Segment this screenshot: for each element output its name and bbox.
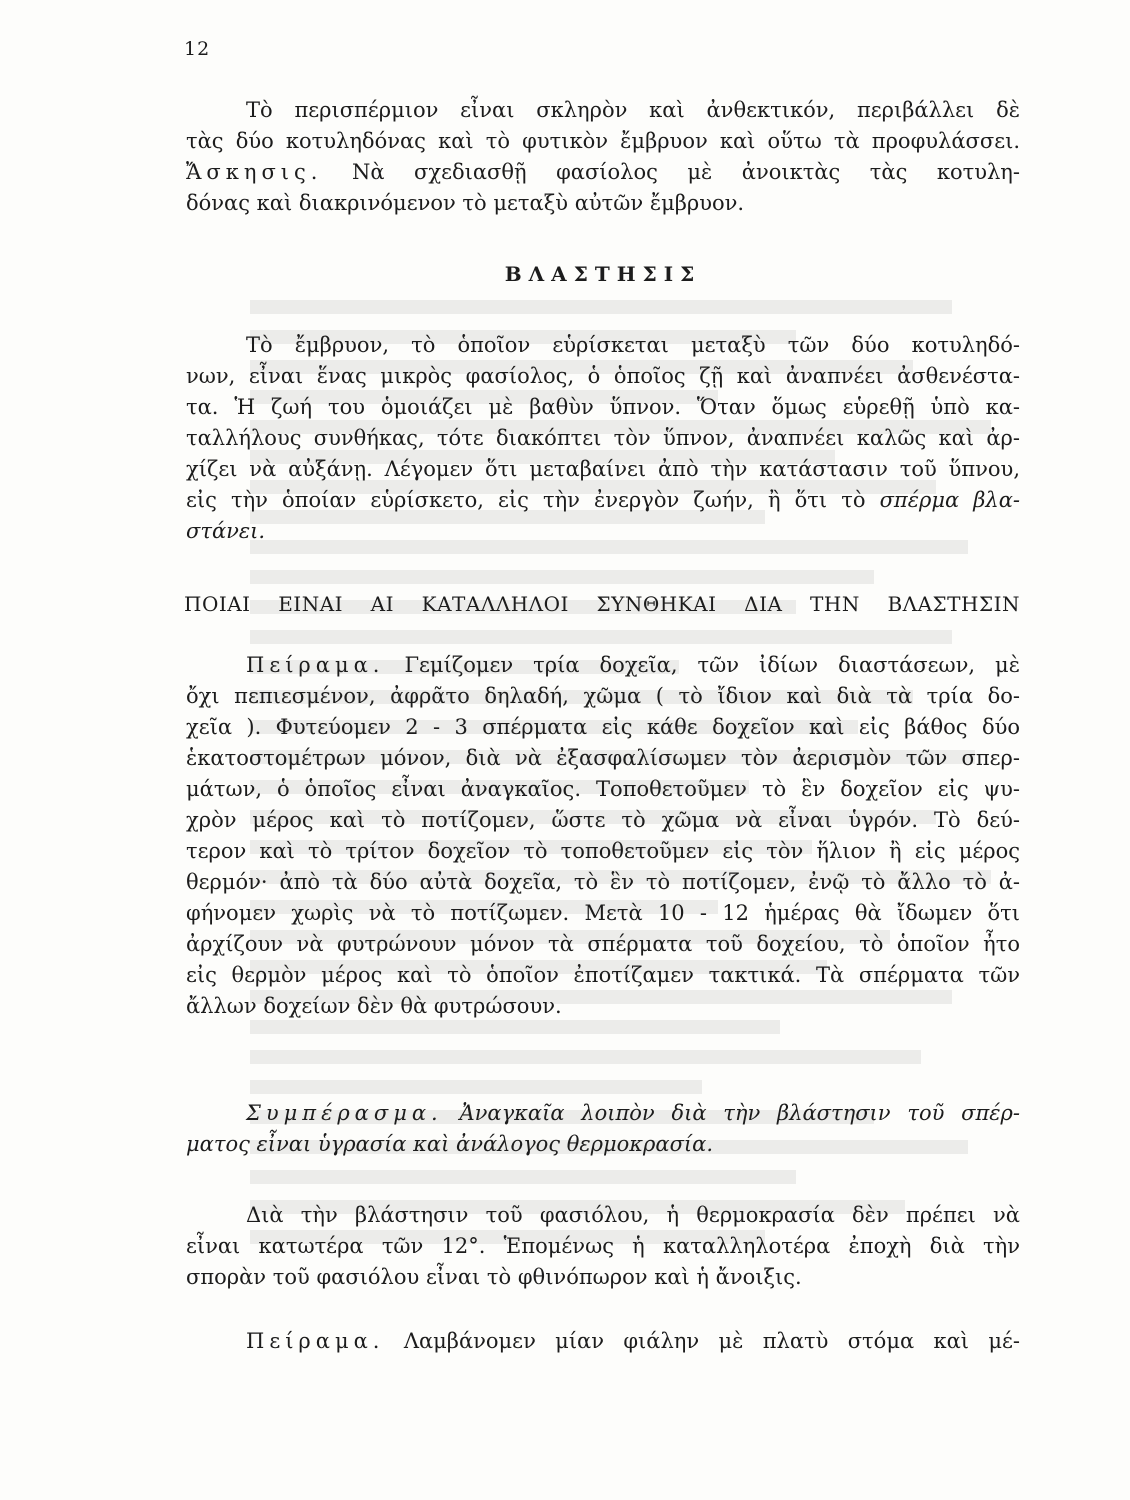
experiment-line — [186, 650, 1020, 681]
paragraph-line: χίζει νὰ αὐξάνῃ. Λέγομεν ὅτι μεταβαίνει ἀπὸ τὴν κατάστασιν τοῦ ὕπνου, — [186, 457, 1020, 481]
paragraph-line: ταλλήλους συνθήκας, τότε διακόπτει τὸν ὕπνον, ἀναπνέει καλῶς καὶ ἀρ- — [186, 426, 1020, 450]
paragraph-line: στάνει. — [186, 519, 266, 543]
paragraph-line: ἀρχίζουν νὰ φυτρώνουν μόνον τὰ σπέρματα τοῦ δοχείου, τὸ ὁποῖον ἦτο — [186, 932, 1020, 956]
paragraph-line: τερον καὶ τὸ τρίτον δοχεῖον τὸ τοποθετοῦμεν εἰς τὸν ἥλιον ἢ εἰς μέρος — [186, 839, 1020, 863]
paragraph-line — [186, 485, 1020, 516]
section-experiment-2 — [186, 1326, 1020, 1357]
paragraph-line: θερμόν· ἀπὸ τὰ δύο αὐτὰ δοχεῖα, τὸ ἓν τὸ ποτίζομεν, ἐνῷ τὸ ἄλλο τὸ ἀ- — [186, 870, 1020, 894]
paragraph-line: νων, εἶναι ἕνας μικρὸς φασίολος, ὁ ὁποῖος ζῇ καὶ ἀναπνέει ἀσθενέστα- — [186, 364, 1020, 388]
exercise-label: Ἄσκησις. — [186, 160, 323, 184]
paragraph-line: εἰς θερμὸν μέρος καὶ τὸ ὁποῖον ἐποτίζαμεν τακτικά. Τὰ σπέρματα τῶν — [186, 963, 1020, 987]
paragraph-line: Τὸ περισπέρμιον εἶναι σκληρὸν καὶ ἀνθεκτικόν, περιβάλλει δὲ — [246, 98, 1020, 122]
experiment-text: Γεμίζομεν τρία δοχεῖα, τῶν ἰδίων διαστάσεων, μὲ — [404, 653, 1020, 677]
paragraph-line: τὰς δύο κοτυληδόνας καὶ τὸ φυτικὸν ἔμβρυον καὶ οὕτω τὰ προφυλάσσει. — [186, 129, 1020, 153]
section-experiment-1 — [186, 650, 1020, 1022]
paragraph-line: Διὰ τὴν βλάστησιν τοῦ φασιόλου, ἡ θερμοκρασία δὲν πρέπει νὰ — [246, 1203, 1020, 1227]
paragraph-line: φήνομεν χωρὶς νὰ τὸ ποτίζωμεν. Μετὰ 10 - 12 ἡμέρας θὰ ἴδωμεν ὅτι — [186, 901, 1020, 925]
paragraph-line: Τὸ ἔμβρυον, τὸ ὁποῖον εὑρίσκεται μεταξὺ τῶν δύο κοτυληδό- — [246, 333, 1020, 357]
paragraph-line: χεῖα ). Φυτεύομεν 2 - 3 σπέρματα εἰς κάθε δοχεῖον καὶ εἰς βάθος δύο — [186, 715, 1020, 739]
section-seed-coat — [186, 95, 1020, 219]
paragraph-line: σπορὰν τοῦ φασιόλου εἶναι τὸ φθινόπωρον καὶ ἡ ἄνοιξις. — [186, 1265, 802, 1289]
section-conclusion — [186, 1098, 1020, 1160]
experiment-line — [186, 1326, 1020, 1357]
paragraph-line: ὄχι πεπιεσμένον, ἀφρᾶτο δηλαδή, χῶμα ( τὸ ἴδιον καὶ διὰ τὰ τρία δο- — [186, 684, 1020, 708]
heading-conditions: ΠΟΙΑΙ ΕΙΝΑΙ ΑΙ ΚΑΤΑΛΛΗΛΟΙ ΣΥΝΘΗΚΑΙ ΔΙΑ ΤΗΝ ΒΛΑΣΤΗΣΙΝ — [184, 592, 1020, 616]
conclusion-label: Συμπέρασμα. — [246, 1101, 443, 1125]
paragraph-line: ἄλλων δοχείων δὲν θὰ φυτρώσουν. — [186, 994, 562, 1018]
experiment-text: Λαμβάνομεν μίαν φιάλην μὲ πλατὺ στόμα καὶ μέ- — [403, 1329, 1020, 1353]
conclusion-line: ματος εἶναι ὑγρασία καὶ ἀνάλογος θερμοκρασία. — [186, 1132, 713, 1156]
experiment-label: Πείραμα. — [246, 1329, 385, 1353]
paragraph-line: μάτων, ὁ ὁποῖος εἶναι ἀναγκαῖος. Τοποθετοῦμεν τὸ ἓν δοχεῖον εἰς ψυ- — [186, 777, 1020, 801]
paragraph-line: ἑκατοστομέτρων μόνον, διὰ νὰ ἐξασφαλίσωμεν τὸν ἀερισμὸν τῶν σπερ- — [186, 746, 1020, 770]
exercise-line: δόνας καὶ διακρινόμενον τὸ μεταξὺ αὐτῶν ἔμβρυον. — [186, 191, 745, 215]
section-temperature — [186, 1200, 1020, 1293]
page-number: 12 — [184, 38, 211, 60]
exercise-line — [186, 157, 1020, 188]
paragraph-line: χρὸν μέρος καὶ τὸ ποτίζομεν, ὥστε τὸ χῶμα νὰ εἶναι ὑγρόν. Τὸ δεύ- — [186, 808, 1020, 832]
paragraph-line: εἶναι κατωτέρα τῶν 12°. Ἑπομένως ἡ καταλληλοτέρα ἐποχὴ διὰ τὴν — [186, 1234, 1020, 1258]
conclusion-text: Ἀναγκαῖα λοιπὸν διὰ τὴν βλάστησιν τοῦ σπέρ- — [459, 1101, 1020, 1125]
heading-germination: ΒΛΑΣΤΗΣΙΣ — [504, 262, 702, 286]
conclusion-line — [186, 1098, 1020, 1129]
italic-phrase: σπέρμα βλα- — [879, 488, 1020, 512]
paragraph-text: εἰς τὴν ὁποίαν εὑρίσκετο, εἰς τὴν ἐνεργὸν ζωήν, ἢ ὅτι τὸ — [186, 488, 866, 512]
exercise-text: Νὰ σχεδιασθῇ φασίολος μὲ ἀνοικτὰς τὰς κοτυλη- — [351, 160, 1020, 184]
paragraph-line: τα. Ἡ ζωή του ὁμοιάζει μὲ βαθὺν ὕπνον. Ὅταν ὅμως εὑρεθῇ ὑπὸ κα- — [186, 395, 1020, 419]
section-embryo — [186, 330, 1020, 547]
experiment-label: Πείραμα. — [246, 653, 385, 677]
